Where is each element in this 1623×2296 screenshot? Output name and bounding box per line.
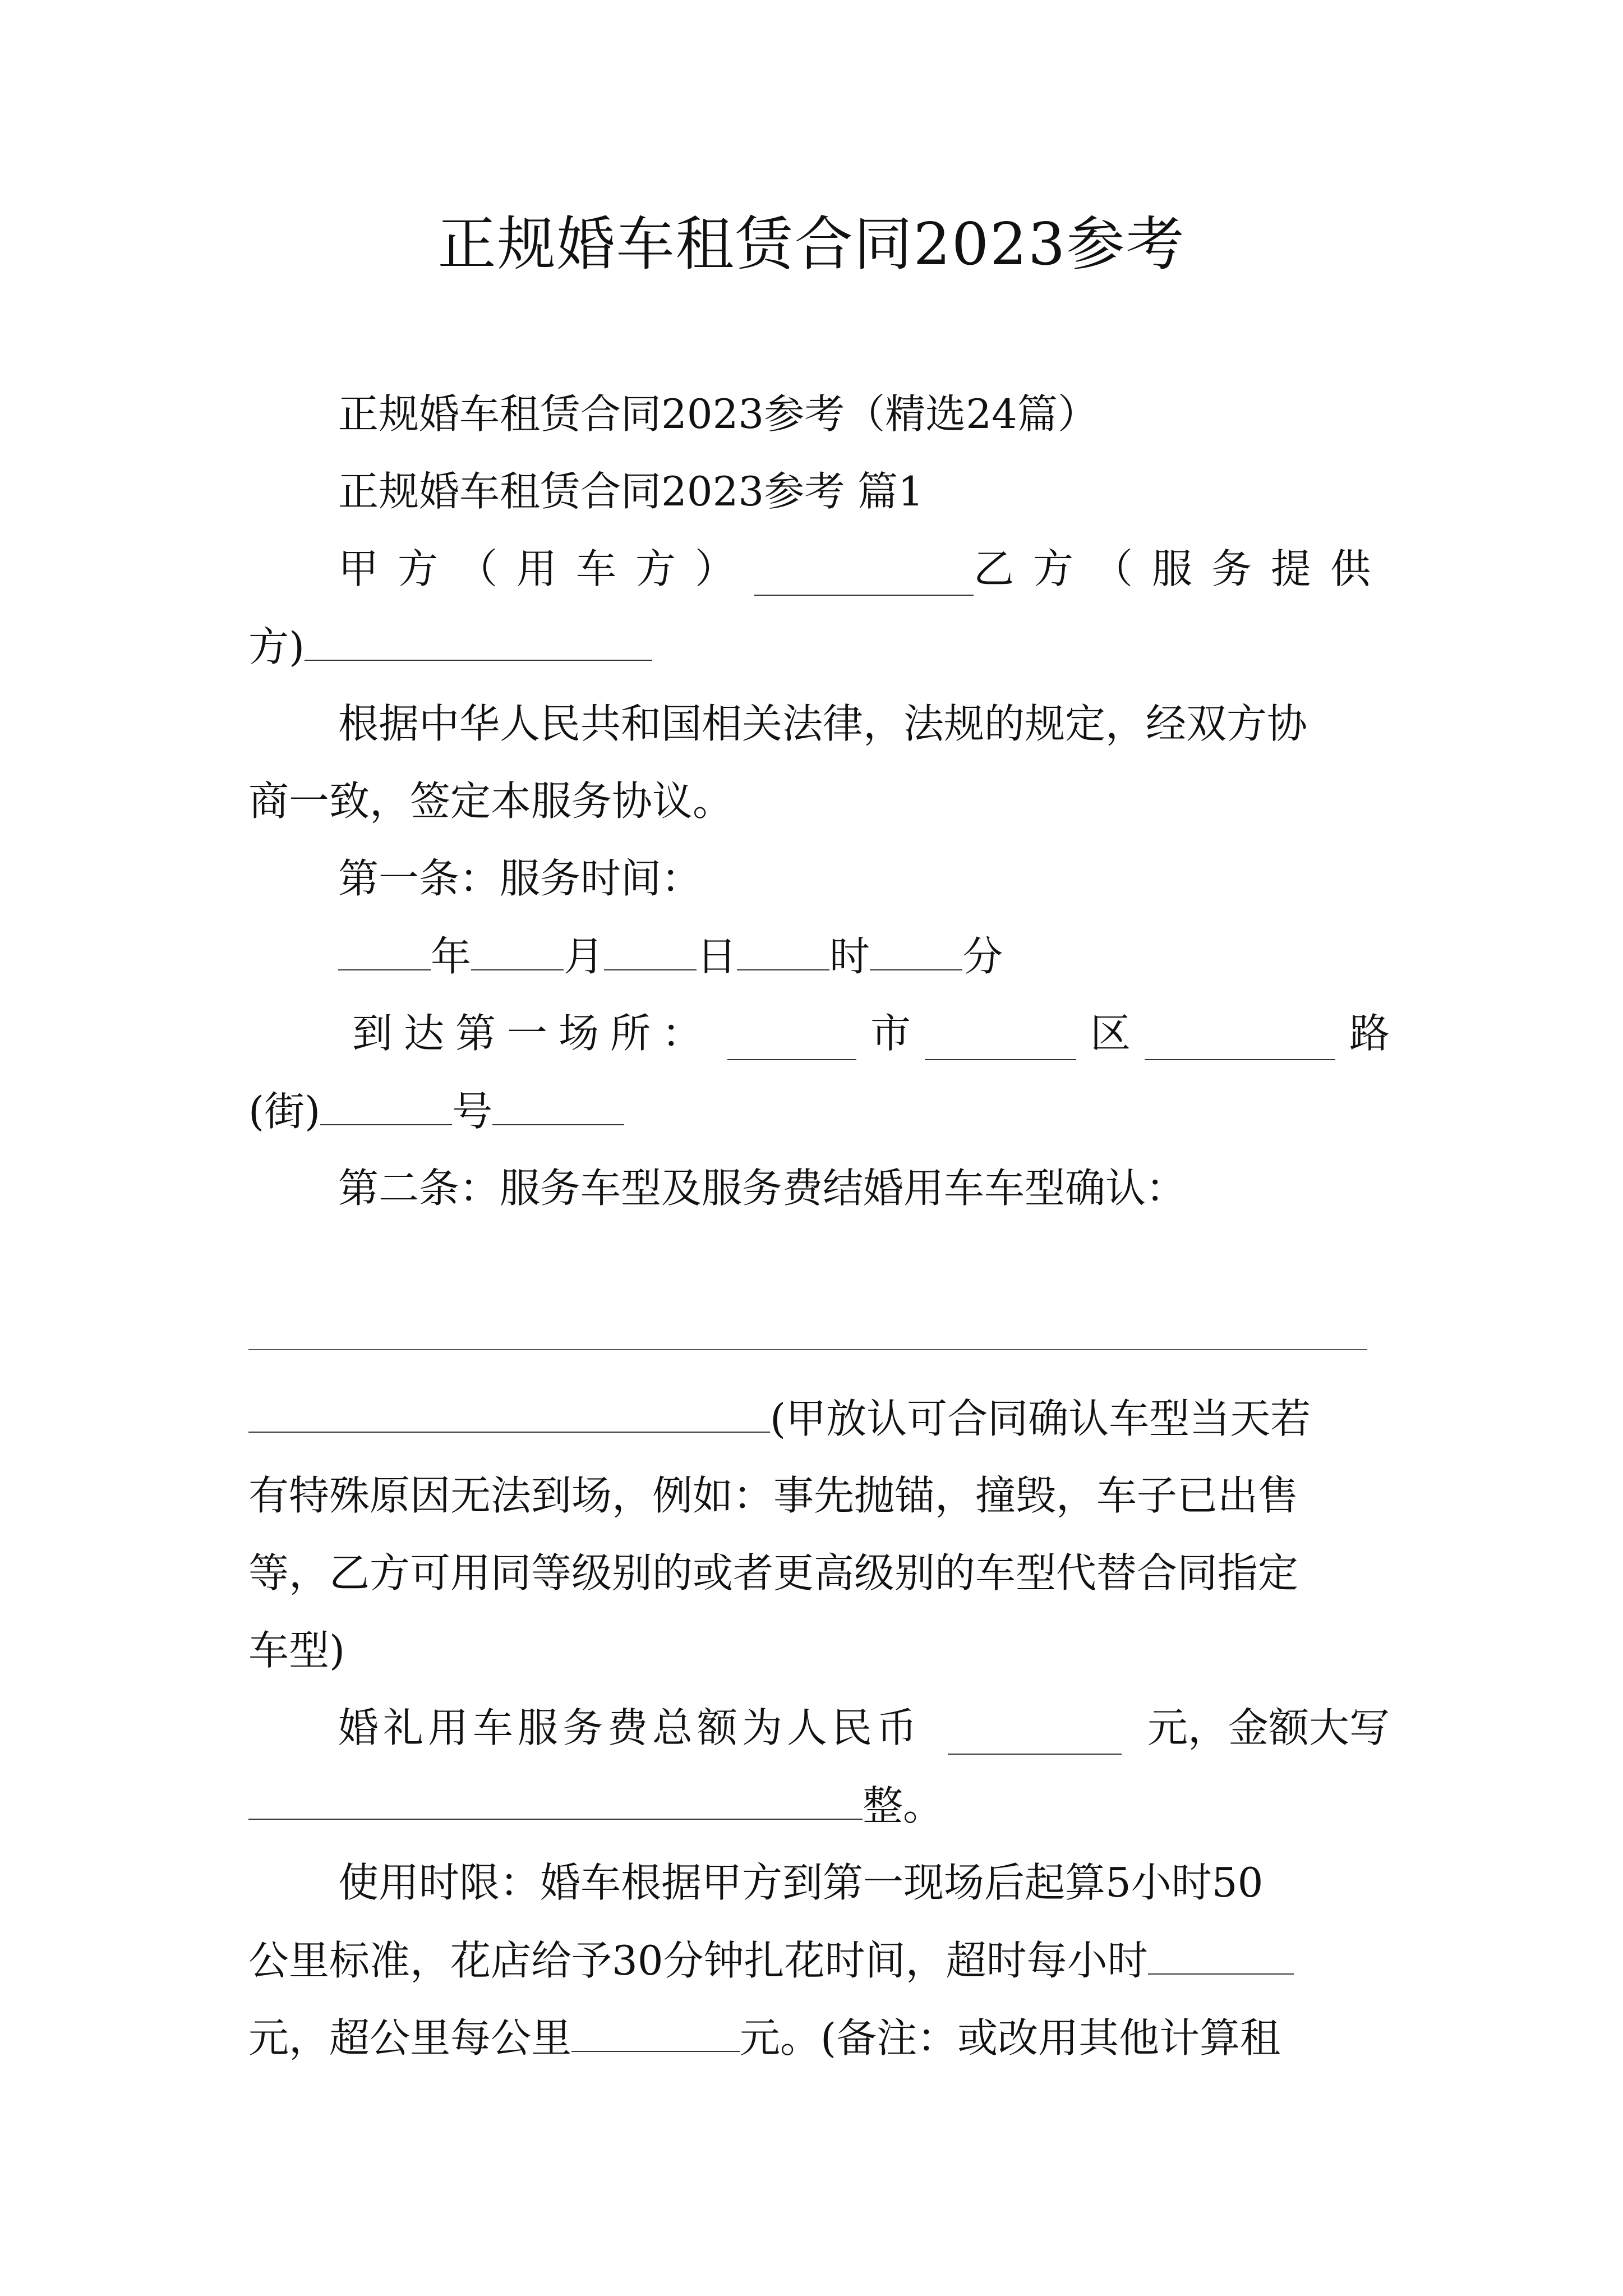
usage-text-2: 公里标准，花店给予30分钟扎花时间，超时每小时 (248, 1937, 1148, 1984)
intro-line-1: 根据中华人民共和国相关法律，法规的规定，经双方协 (338, 700, 1308, 747)
party-b-label-end: 方) (248, 623, 305, 670)
service-time-line (248, 929, 1390, 983)
month-blank (471, 929, 564, 970)
road-label: 路 (1349, 1010, 1390, 1057)
year-blank (338, 929, 431, 970)
month-label: 月 (564, 933, 605, 980)
model-note-text-1: (甲放认可合同确认车型当天若 (770, 1395, 1311, 1442)
party-b-blank (305, 619, 652, 661)
document-title: 正规婚车租赁合同2023参考 (437, 210, 1186, 278)
model-note-line-2: 有特殊原因无法到场，例如：事先抛锚，撞毁，车子已出售 (248, 1472, 1299, 1519)
usage-line-2 (248, 1933, 1390, 1987)
fee-line-1 (248, 1701, 1390, 1755)
day-label: 日 (697, 933, 737, 980)
day-blank (604, 929, 697, 970)
car-model-blank-rule (248, 1349, 1367, 1350)
arrival-line (248, 1006, 1390, 1060)
usage-line-1: 使用时限：婚车根据甲方到第一现场后起算5小时50 (338, 1859, 1264, 1906)
city-label: 市 (870, 1010, 911, 1057)
minute-label: 分 (962, 933, 1003, 980)
year-label: 年 (431, 933, 472, 980)
overtime-rate-blank (1148, 1933, 1294, 1975)
article-1-heading: 第一条：服务时间： (338, 855, 702, 902)
road-blank (1145, 1019, 1335, 1060)
article-2-heading: 第二条：服务车型及服务费结婚用车车型确认： (338, 1165, 1187, 1212)
model-note-line-3: 等，乙方可用同等级别的或者更高级别的车型代替合同指定 (248, 1549, 1299, 1596)
street-label: (街) (248, 1088, 321, 1135)
car-model-blank (248, 1391, 770, 1433)
subtitle: 正规婚车租赁合同2023参考（精选24篇） (338, 390, 1098, 438)
arrival-label: 到达第一场所： (352, 1010, 714, 1057)
section-heading: 正规婚车租赁合同2023参考 篇1 (338, 468, 924, 515)
minute-blank (870, 929, 962, 970)
street-blank (320, 1084, 452, 1125)
fee-uppercase-label: 元，金额大写 (1147, 1704, 1390, 1751)
fee-amount-blank (948, 1713, 1122, 1755)
city-blank (727, 1019, 856, 1060)
fee-end-label: 整。 (863, 1782, 944, 1829)
district-blank (925, 1019, 1076, 1060)
fee-uppercase-blank (248, 1778, 863, 1820)
hour-blank (737, 929, 829, 970)
fee-line-2 (248, 1778, 1390, 1833)
fee-label: 婚礼用车服务费总额为人民币 (338, 1704, 922, 1751)
party-a-blank (754, 554, 974, 596)
district-label: 区 (1090, 1010, 1131, 1057)
hour-label: 时 (829, 933, 870, 980)
model-note-line-1 (248, 1391, 1390, 1446)
parties-line-2 (248, 619, 1390, 674)
extra-km-rate-blank (571, 2010, 740, 2052)
intro-line-2: 商一致，签定本服务协议。 (248, 777, 734, 825)
parties-line (248, 542, 1390, 596)
number-blank (492, 1084, 624, 1125)
party-a-label: 甲方（用车方） (338, 545, 755, 592)
arrival-line-2 (248, 1084, 1390, 1138)
number-label: 号 (452, 1088, 493, 1135)
model-note-line-4: 车型) (248, 1627, 345, 1674)
usage-line-3 (248, 2010, 1390, 2065)
party-b-label: 乙方（服务提供 (973, 545, 1390, 592)
usage-text-3b: 元。(备注：或改用其他计算租 (740, 2014, 1281, 2062)
usage-text-3a: 元，超公里每公里 (248, 2014, 572, 2062)
